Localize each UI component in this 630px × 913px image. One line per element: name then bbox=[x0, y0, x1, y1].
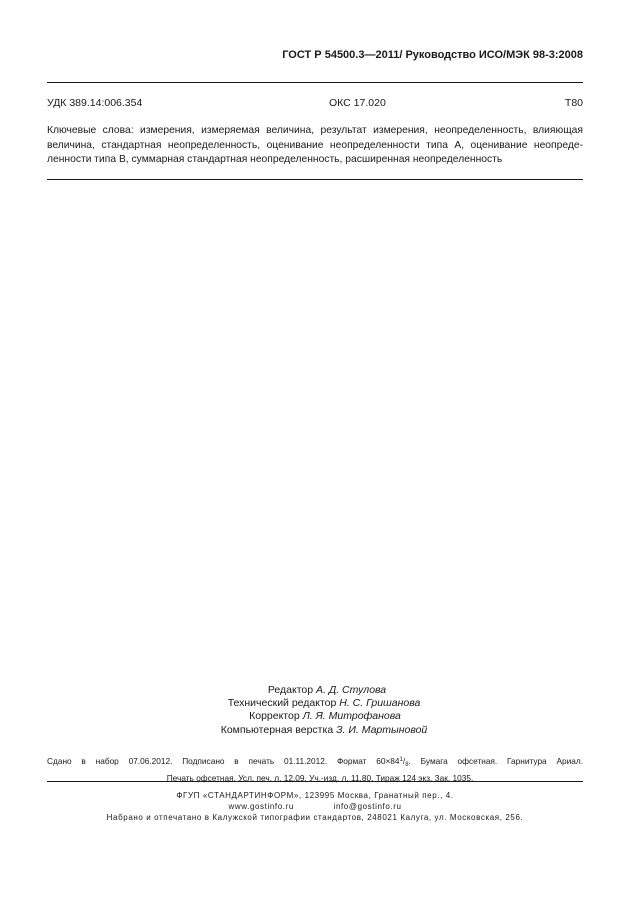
credit-layout bbox=[0, 724, 630, 737]
print-info-line: Печать офсетная. Усл. печ. л. 12.09. Уч.-изд. л. 11.80. Тираж 124 экз. Зак. 1035. bbox=[166, 773, 474, 783]
oks-code: ОКС 17.020 bbox=[329, 97, 386, 109]
keywords-divider bbox=[47, 179, 583, 180]
publisher-contacts bbox=[0, 801, 630, 812]
udk-code: УДК 389.14:006.354 bbox=[47, 97, 143, 109]
print-info-text: . Бумага офсетная. Гарнитура Ариал. bbox=[408, 756, 583, 766]
footer-divider bbox=[47, 781, 583, 782]
credit-technical-editor bbox=[0, 697, 630, 710]
keywords-line: ленности типа В, суммарная стандартная неопределенность, расширенная неопределенность bbox=[47, 154, 503, 165]
credit-role: Технический редактор bbox=[227, 697, 337, 710]
credit-proofreader bbox=[0, 710, 630, 723]
printing-house: Набрано и отпечатано в Калужской типографии стандартов, 248021 Калуга, ул. Московская, 256. bbox=[106, 813, 524, 823]
credits-block bbox=[0, 684, 630, 737]
credit-person: З. И. Мартыновой bbox=[336, 723, 428, 736]
credit-person: Н. С. Гришанова bbox=[339, 697, 421, 710]
header-divider bbox=[47, 82, 583, 83]
credit-role: Корректор bbox=[249, 710, 300, 723]
document-header-title: ГОСТ Р 54500.3—2011/ Руководство ИСО/МЭК 98-3:2008 bbox=[282, 49, 583, 61]
format-subscript: 8 bbox=[405, 762, 409, 768]
credit-role: Редактор bbox=[267, 684, 314, 696]
classification-code: Т80 bbox=[564, 97, 583, 109]
publisher-email: info@gostinfo.ru bbox=[333, 802, 402, 812]
keywords-paragraph bbox=[47, 124, 583, 168]
credit-editor bbox=[0, 684, 630, 697]
credit-person: А. Д. Стулова bbox=[315, 684, 387, 696]
credit-person: Л. Я. Митрофанова bbox=[302, 710, 401, 723]
publisher-address: ФГУП «СТАНДАРТИНФОРМ», 123995 Москва, Гранатный пер., 4. bbox=[176, 791, 454, 800]
print-info-text: Сдано в набор 07.06.2012. Подписано в печать 01.11.2012. Формат 60×84 bbox=[47, 756, 400, 766]
format-superscript: 1 bbox=[399, 757, 403, 763]
publisher-block bbox=[0, 790, 630, 824]
credit-role: Компьютерная верстка bbox=[220, 723, 334, 736]
publisher-website: www.gostinfo.ru bbox=[228, 802, 294, 812]
keywords-line: Ключевые слова: измерения, измеряемая величина, результат измерения, неопределенность, влияющая bbox=[47, 125, 583, 136]
print-info-line: Сдано в набор 07.06.2012. Подписано в печать 01.11.2012. Формат $60\times 84^1/_8$. Бумага офсетная. Гарнитура Ариал. bbox=[47, 756, 583, 768]
keywords-line: величина, стандартная неопределенность, оценивание неопределенности типа А, оценивание неопреде- bbox=[47, 139, 583, 151]
